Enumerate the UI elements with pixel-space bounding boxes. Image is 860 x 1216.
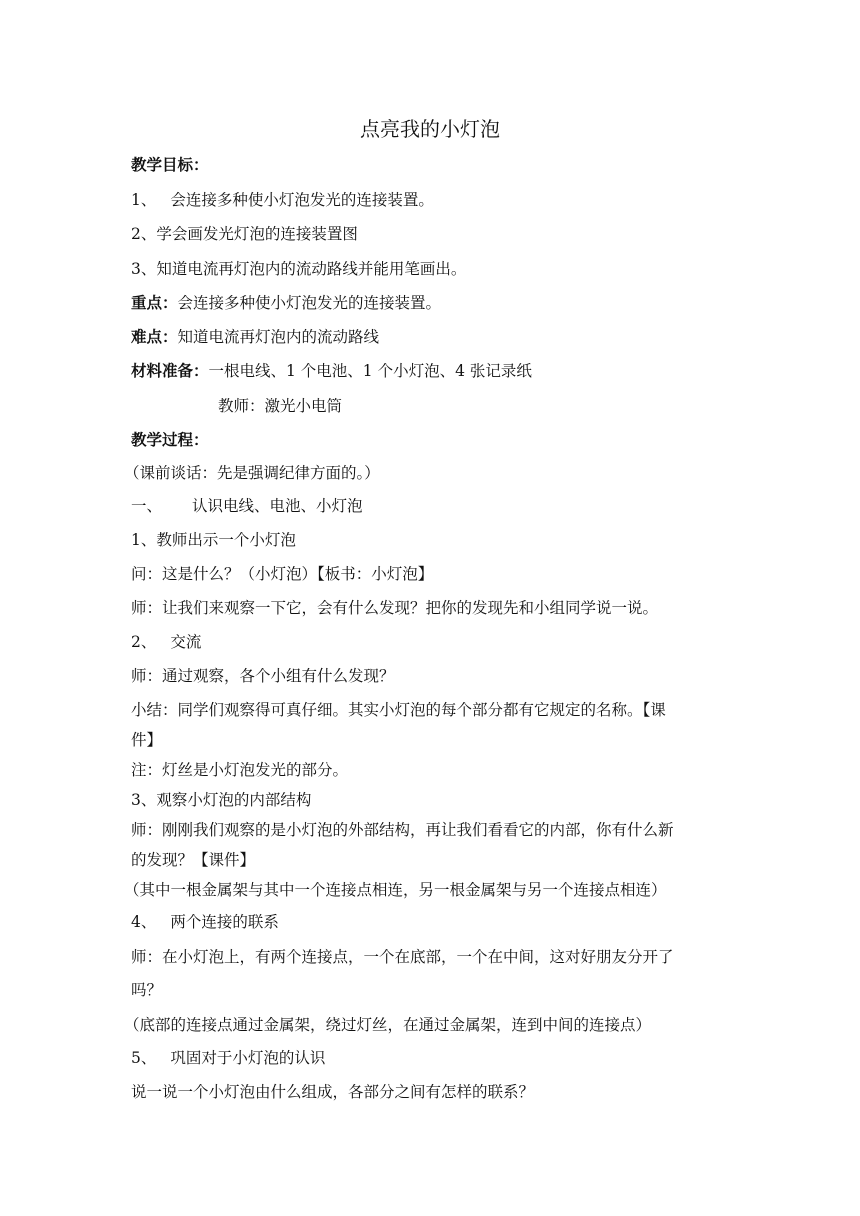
parenthetical-2: （底部的连接点通过金属架，绕过灯丝，在通过金属架，连到中间的连接点）	[124, 1016, 652, 1034]
key-point-label: 重点：	[131, 294, 178, 312]
difficulty-text: 知道电流再灯泡内的流动路线	[177, 328, 380, 346]
difficulty-point	[131, 325, 741, 349]
step-2-number: 2、	[131, 633, 157, 651]
materials-label: 材料准备：	[131, 362, 209, 380]
goal-1-text: 会连接多种使小灯泡发光的连接装置。	[170, 191, 434, 209]
key-point-text: 会连接多种使小灯泡发光的连接装置。	[177, 294, 442, 312]
summary-line-2: 件】	[131, 731, 163, 749]
goal-1	[131, 188, 741, 212]
step-5-number: 5、	[131, 1049, 157, 1067]
process-heading: 教学过程：	[131, 431, 209, 449]
goal-1-number: 1、	[131, 191, 157, 209]
question-1: 问：这是什么？（小灯泡）【板书：小灯泡】	[131, 565, 434, 583]
teacher-line-3-b: 的发现？【课件】	[131, 851, 256, 869]
goal-2: 2、学会画发光灯泡的连接装置图	[131, 225, 358, 243]
teacher-line-1: 师：让我们来观察一下它，会有什么发现？把你的发现先和小组同学说一说。	[131, 599, 659, 617]
section-1-number: 一、	[131, 497, 163, 515]
materials	[131, 359, 741, 383]
summary-line-1: 小结：同学们观察得可真仔细。其实小灯泡的每个部分都有它规定的名称。【课	[131, 701, 666, 719]
pre-talk: （课前谈话：先是强调纪律方面的。）	[124, 464, 380, 482]
teacher-materials: 教师：激光小电筒	[218, 397, 343, 415]
step-5	[131, 1046, 741, 1070]
section-1-text: 认识电线、电池、小灯泡	[192, 497, 363, 515]
step-2	[131, 630, 741, 654]
step-4-number: 4、	[131, 913, 157, 931]
note: 注：灯丝是小灯泡发光的部分。	[131, 761, 349, 779]
key-point	[131, 291, 741, 315]
section-1-heading	[131, 494, 741, 518]
parenthetical-1: （其中一根金属架与其中一个连接点相连，另一根金属架与另一个连接点相连）	[124, 881, 667, 899]
step-4-text: 两个连接的联系	[170, 913, 279, 931]
step-5-text: 巩固对于小灯泡的认识	[170, 1049, 326, 1067]
goals-heading: 教学目标：	[131, 156, 209, 174]
step-4	[131, 910, 741, 934]
step-1: 1、教师出示一个小灯泡	[131, 531, 296, 549]
teacher-line-4-b: 吗？	[131, 981, 163, 999]
goal-3: 3、知道电流再灯泡内的流动路线并能用笔画出。	[131, 260, 467, 278]
step-3: 3、观察小灯泡的内部结构	[131, 791, 312, 809]
teacher-line-3-a: 师：刚刚我们观察的是小灯泡的外部结构，再让我们看看它的内部，你有什么新	[131, 821, 674, 839]
teacher-line-2: 师：通过观察，各个小组有什么发现？	[131, 667, 395, 685]
step-2-text: 交流	[170, 633, 202, 651]
teacher-line-4-a: 师：在小灯泡上，有两个连接点，一个在底部，一个在中间，这对好朋友分开了	[131, 948, 674, 966]
page-title: 点亮我的小灯泡	[360, 117, 500, 141]
final-prompt: 说一说一个小灯泡由什么组成，各部分之间有怎样的联系？	[131, 1083, 535, 1101]
difficulty-label: 难点：	[131, 328, 178, 346]
materials-text: 一根电线、1 个电池、1 个小灯泡、4 张记录纸	[208, 362, 532, 380]
